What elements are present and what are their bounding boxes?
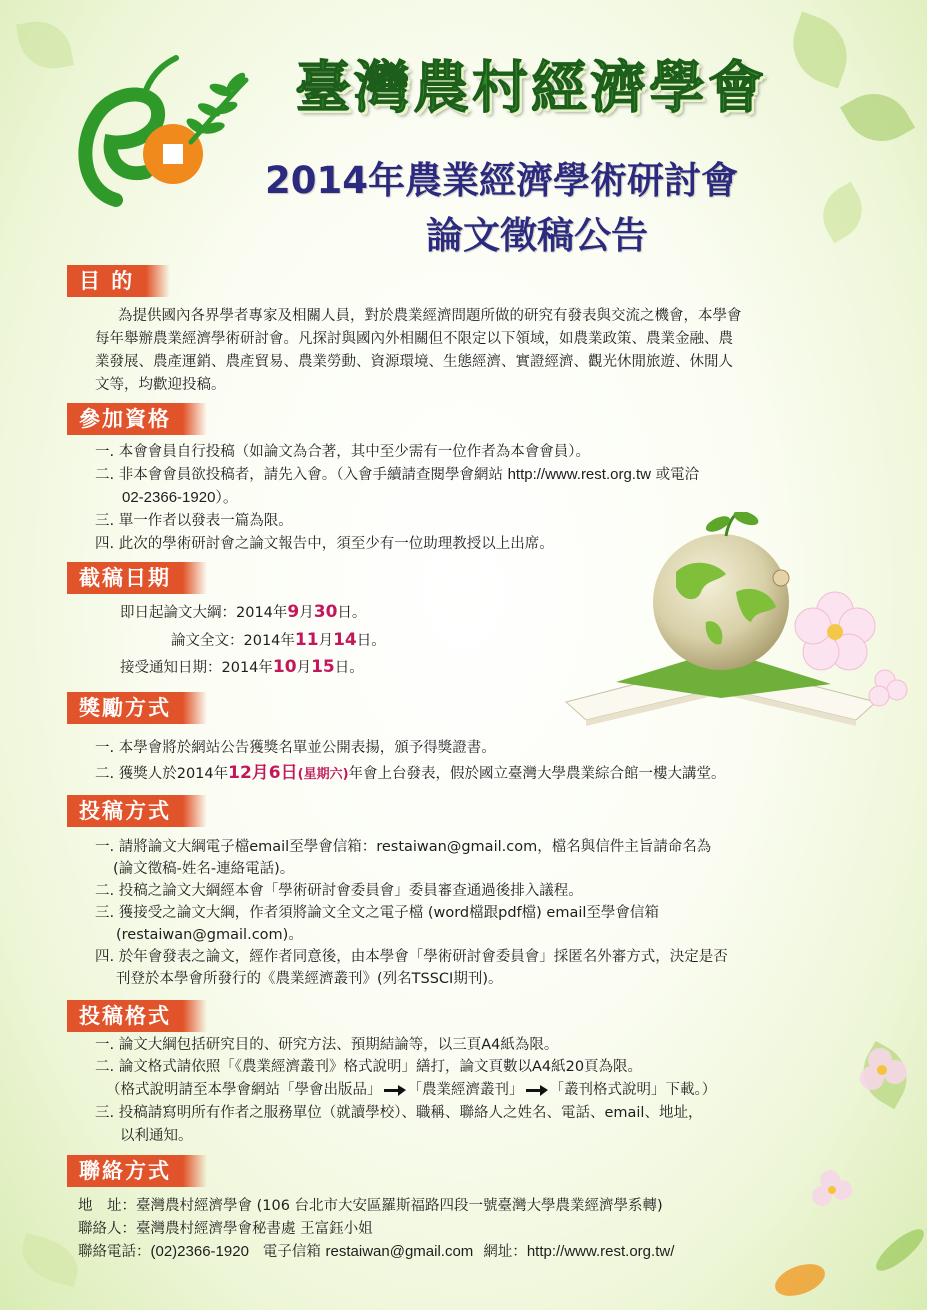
- deadline-day: 15: [311, 657, 335, 677]
- submission-item: 三. 獲接受之論文大綱，作者須將論文全文之電子檔 (word檔跟pdf檔) email至學會信箱: [95, 905, 659, 921]
- decorative-leaf: [812, 182, 873, 243]
- section-heading-contact: 聯絡方式: [67, 1155, 183, 1187]
- deadline-abstract: [120, 601, 366, 625]
- month-char: 月: [296, 660, 312, 676]
- purpose-line: 每年舉辦農業經濟學術研討會。凡探討與國內外相關但不限定以下領域，如農業政策、農業金融、農: [95, 331, 733, 347]
- format-note: [106, 1079, 716, 1102]
- deadline-month: 10: [272, 657, 297, 677]
- decorative-leaf: [16, 16, 74, 74]
- deadline-label: 即日起論文大綱：2014年: [120, 605, 288, 621]
- page-title: 2014年農業經濟學術研討會: [265, 159, 738, 202]
- eligibility-item-text: 二. 非本會會員欲投稿者，請先入會。（入會手續請查閱學會網站: [95, 467, 508, 483]
- format-item: 二. 論文格式請依照「《農業經濟叢刊》格式說明」繕打，論文頁數以A4紙20頁為限。: [95, 1059, 643, 1075]
- deadline-label: 論文全文：2014年: [171, 633, 295, 649]
- month-char: 月: [318, 633, 334, 649]
- section-heading-award: 獎勵方式: [67, 692, 183, 724]
- section-heading-purpose: 目 的: [67, 265, 146, 297]
- submission-item-cont: 刊登於本學會所發行的《農業經濟叢刊》(列名TSSCI期刊)。: [116, 971, 503, 987]
- award-item-text: 二. 獲獎人於2014年: [95, 766, 229, 782]
- association-logo: [76, 50, 256, 210]
- purpose-line: 為提供國內各界學者專家及相關人員，對於農業經濟問題所做的研究有發表與交流之機會，本學會: [118, 308, 742, 324]
- format-item: 一. 論文大綱包括研究目的、研究方法、預期結論等，以三頁A4紙為限。: [95, 1037, 559, 1053]
- decorative-leaf: [840, 80, 915, 155]
- purpose-line: 業發展、農產運銷、農產貿易、農業勞動、資源環境、生態經濟、實證經濟、觀光休閒旅遊、休閒人: [95, 354, 733, 370]
- eligibility-item: [95, 464, 699, 487]
- eligibility-item: 三. 單一作者以發表一篇為限。: [95, 513, 293, 529]
- phone-label: 聯絡電話：: [78, 1244, 151, 1260]
- day-char: 日。: [334, 660, 364, 676]
- submission-item: 二. 投稿之論文大綱經本會「學術研討會委員會」委員審查通過後排入議程。: [95, 883, 583, 899]
- web-label: 網址：: [483, 1244, 527, 1260]
- website-link[interactable]: http://www.rest.org.tw: [507, 466, 651, 483]
- submission-item: 四. 於年會發表之論文，經作者同意後，由本學會「學術研討會委員會」採匿名外審方式，決定是否: [95, 949, 728, 965]
- month-char: 月: [299, 605, 314, 621]
- award-item: 一. 本學會將於網站公告獲獎名單並公開表揚，頒予得獎證書。: [95, 740, 496, 756]
- page-subtitle: 論文徵稿公告: [426, 214, 648, 257]
- format-item: 三. 投稿請寫明所有作者之服務單位（就讀學校）、職稱、聯絡人之姓名、電話、email、地址，: [95, 1105, 703, 1121]
- decorative-leaf: [16, 1233, 84, 1287]
- submission-item: 一. 請將論文大綱電子檔email至學會信箱：restaiwan@gmail.com，檔名與信件主旨請命名為: [95, 839, 712, 855]
- submission-item-cont: (論文徵稿-姓名-連絡電話)。: [113, 861, 295, 877]
- purpose-line: 文等，均歡迎投稿。: [95, 377, 226, 393]
- organization-title: 臺灣農村經濟學會: [295, 56, 767, 121]
- eligibility-phone: 02-2366-1920）。: [122, 489, 238, 506]
- award-date: 12月6日: [228, 763, 298, 783]
- award-item-text: 年會上台發表，假於國立臺灣大學農業綜合館一樓大講堂。: [348, 766, 726, 782]
- section-heading-submission: 投稿方式: [67, 795, 183, 827]
- email-label: 電子信箱: [262, 1244, 321, 1260]
- deadline-notification: [120, 656, 364, 680]
- contact-person: 聯絡人：臺灣農村經濟學會秘書處 王富鈺小姐: [78, 1221, 373, 1237]
- contact-address: 地 址：臺灣農村經濟學會 (106 台北市大安區羅斯福路四段一號臺灣大學農業經濟學系轉): [78, 1198, 663, 1214]
- email-link[interactable]: restaiwan@gmail.com: [325, 1243, 474, 1260]
- award-weekday: (星期六): [297, 767, 349, 782]
- submission-item-cont: (restaiwan@gmail.com)。: [116, 927, 303, 943]
- deadline-day: 30: [313, 602, 338, 622]
- day-char: 日。: [356, 633, 386, 649]
- section-heading-deadline: 截稿日期: [67, 562, 183, 594]
- flowers-decoration: [760, 1000, 927, 1310]
- format-note-text: （格式說明請至本學會網站「學會出版品」: [106, 1082, 382, 1098]
- format-note-text: 「叢刊格式說明」下載。）: [549, 1082, 717, 1098]
- eligibility-item: 一. 本會會員自行投稿（如論文為合著，其中至少需有一位作者為本會會員）。: [95, 444, 590, 460]
- section-heading-eligibility: 參加資格: [67, 403, 183, 435]
- arrow-right-icon: [384, 1085, 406, 1095]
- deadline-month: 9: [287, 602, 300, 622]
- deadline-label: 接受通知日期：2014年: [120, 660, 273, 676]
- format-item-cont: 以利通知。: [120, 1128, 193, 1144]
- deadline-day: 14: [333, 630, 357, 650]
- section-heading-format: 投稿格式: [67, 1000, 183, 1032]
- phone-number: (02)2366-1920: [150, 1243, 249, 1260]
- contact-line: [78, 1241, 674, 1264]
- arrow-right-icon: [526, 1085, 548, 1095]
- day-char: 日。: [337, 605, 367, 621]
- award-item: [95, 762, 726, 787]
- format-note-text: 「農業經濟叢刊」: [407, 1082, 524, 1098]
- deadline-month: 11: [294, 630, 319, 650]
- eligibility-item: 四. 此次的學術研討會之論文報告中，須至少有一位助理教授以上出席。: [95, 536, 554, 552]
- eligibility-item-text: 或電洽: [650, 467, 700, 483]
- website-link[interactable]: http://www.rest.org.tw/: [526, 1243, 675, 1260]
- blossom-decoration: [755, 560, 915, 710]
- deadline-fullpaper: [171, 629, 386, 653]
- decorative-leaf: [782, 12, 859, 89]
